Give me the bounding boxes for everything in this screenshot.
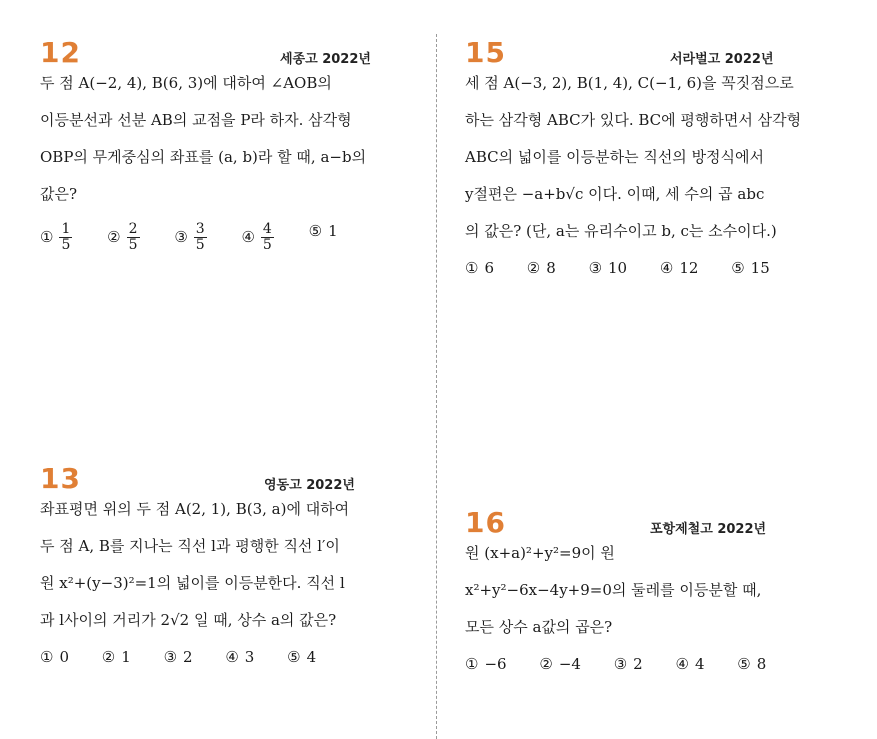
choice-2[interactable]: ② −4: [539, 655, 581, 673]
choice-1[interactable]: ① $\frac{1}{5}$: [40, 221, 71, 253]
choice-4[interactable]: ④ $\frac{4}{5}$: [241, 221, 272, 253]
problem-header: [465, 506, 840, 544]
choice-5[interactable]: ⑤ 1: [308, 222, 338, 240]
choice-4[interactable]: ④ 3: [225, 648, 255, 666]
problem-15: [465, 36, 840, 295]
answer-choices: [40, 648, 425, 684]
choice-2[interactable]: ② $\frac{2}{5}$: [107, 221, 138, 253]
problem-header: [465, 36, 840, 74]
fraction: $\frac{2}{5}$: [128, 221, 138, 253]
school-label: 포항제철고 2022년: [650, 522, 767, 537]
problem-number: 13: [40, 462, 81, 495]
choice-3[interactable]: ③ $\frac{3}{5}$: [174, 221, 205, 253]
choice-3[interactable]: ③ 2: [163, 648, 193, 666]
choice-5[interactable]: ⑤ 15: [731, 259, 770, 277]
choice-2[interactable]: ② 8: [526, 259, 556, 277]
problem-number: 12: [40, 36, 81, 69]
problem-text-line: y절편은 −a+b√c 이다. 이때, 세 수의 곱 abc: [465, 185, 765, 203]
column-divider: [436, 34, 437, 739]
problem-text-line: 모든 상수 a값의 곱은?: [465, 618, 613, 636]
problem-text-line: 이등분선과 선분 AB의 교점을 P라 하자. 삼각형: [40, 111, 352, 129]
choice-3[interactable]: ③ 2: [613, 655, 643, 673]
problem-text-line: OBP의 무게중심의 좌표를 (a, b)라 할 때, a−b의: [40, 148, 367, 166]
fraction: $\frac{4}{5}$: [262, 221, 272, 253]
choice-5[interactable]: ⑤ 8: [737, 655, 767, 673]
problem-text-line: 하는 삼각형 ABC가 있다. BC에 평행하면서 삼각형: [465, 111, 802, 129]
problem-text-line: 원 x²+(y−3)²=1의 넓이를 이등분한다. 직선 l: [40, 574, 345, 592]
answer-choices: [465, 655, 840, 691]
fraction: $\frac{3}{5}$: [195, 221, 205, 253]
choice-2[interactable]: ② 1: [101, 648, 131, 666]
choice-4[interactable]: ④ 4: [675, 655, 705, 673]
choice-1[interactable]: ① −6: [465, 655, 507, 673]
school-label: 서라벌고 2022년: [670, 52, 774, 67]
problem-text-line: 과 l사이의 거리가 2√2 일 때, 상수 a의 값은?: [40, 611, 337, 629]
choice-5[interactable]: ⑤ 4: [287, 648, 317, 666]
problem-text-line: 좌표평면 위의 두 점 A(2, 1), B(3, a)에 대하여: [40, 500, 350, 518]
problem-12: [40, 36, 425, 258]
problem-text-line: x²+y²−6x−4y+9=0의 둘레를 이등분할 때,: [465, 581, 762, 599]
problem-text-line: 세 점 A(−3, 2), B(1, 4), C(−1, 6)을 꼭짓점으로: [465, 74, 794, 92]
choice-3[interactable]: ③ 10: [588, 259, 628, 277]
problem-text-line: 원 (x+a)²+y²=9이 원: [465, 544, 615, 562]
choice-1[interactable]: ① 0: [40, 648, 69, 666]
fraction: $\frac{1}{5}$: [61, 221, 71, 253]
problem-header: [40, 462, 425, 500]
choice-4[interactable]: ④ 12: [659, 259, 699, 277]
school-label: 세종고 2022년: [280, 52, 371, 67]
answer-choices: [40, 222, 425, 258]
problem-text-line: 두 점 A, B를 지나는 직선 l과 평행한 직선 l′이: [40, 537, 340, 555]
problem-text-line: 값은?: [40, 185, 78, 203]
problem-number: 16: [465, 506, 506, 539]
problem-13: [40, 462, 425, 684]
problem-header: [40, 36, 425, 74]
problem-text-line: 두 점 A(−2, 4), B(6, 3)에 대하여 ∠AOB의: [40, 74, 332, 92]
problem-text-line: ABC의 넓이를 이등분하는 직선의 방정식에서: [465, 148, 765, 166]
problem-number: 15: [465, 36, 506, 69]
choice-1[interactable]: ① 6: [465, 259, 494, 277]
problem-text-line: 의 값은? (단, a는 유리수이고 b, c는 소수이다.): [465, 222, 777, 240]
answer-choices: [465, 259, 840, 295]
problem-16: [465, 506, 840, 691]
school-label: 영동고 2022년: [264, 478, 355, 493]
